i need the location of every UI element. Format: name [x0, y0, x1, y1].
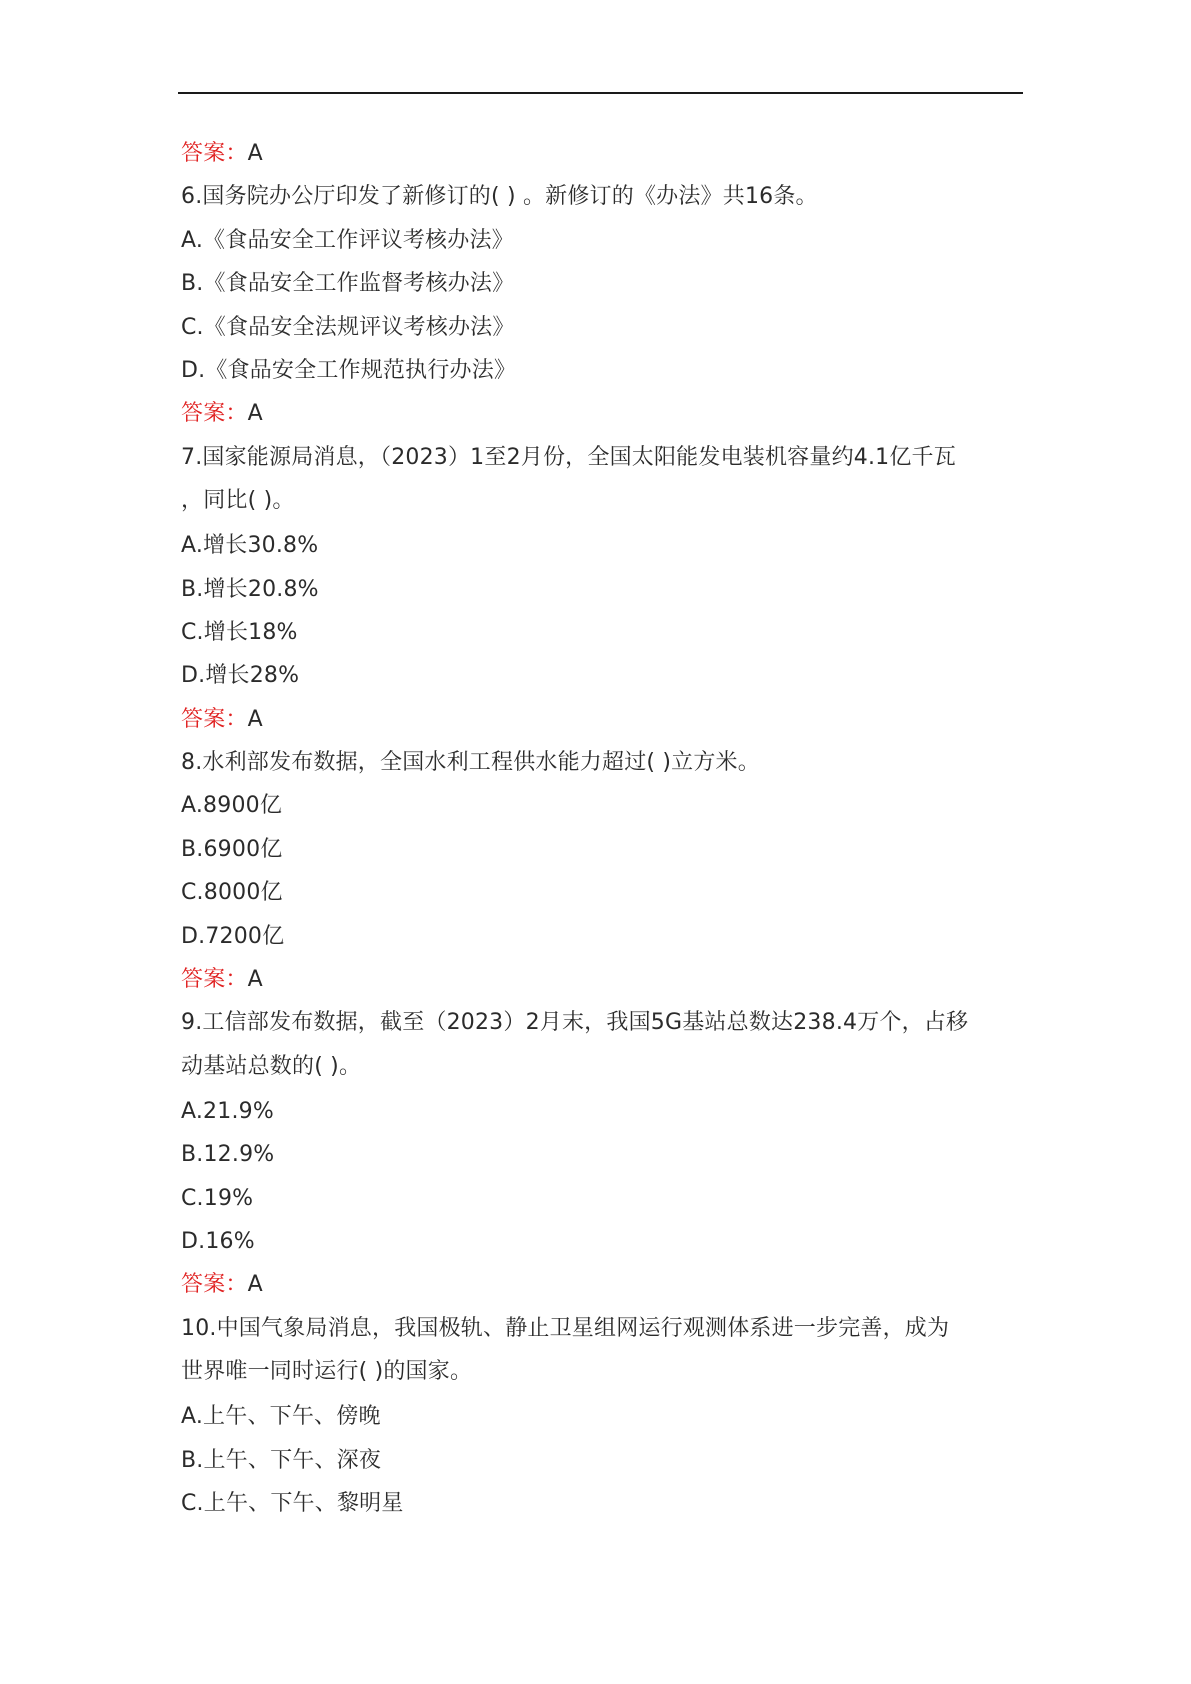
answer-line [181, 132, 1031, 175]
option-text: B.12.9% [181, 1142, 275, 1168]
header-rule [178, 92, 1023, 94]
question-text: 世界唯一同时运行( )的国家。 [181, 1359, 473, 1385]
answer-label: 答案： [181, 401, 248, 427]
question-text: 6.国务院办公厅印发了新修订的( ) 。新修订的《办法》共16条。 [181, 184, 818, 210]
answer-line [181, 1263, 1031, 1306]
option-text: A.增长30.8% [181, 533, 319, 559]
option-text: C.上午、下午、黎明星 [181, 1490, 404, 1516]
option-text: C.8000亿 [181, 880, 283, 906]
question-text: 7.国家能源局消息，（2023）1至2月份，全国太阳能发电装机容量约4.1亿千瓦 [181, 444, 956, 470]
answer-line [181, 698, 1031, 741]
question-text: ，同比( )。 [181, 488, 295, 514]
answer-value: A [247, 967, 263, 993]
option-text: C.19% [181, 1185, 254, 1211]
option-text: B.6900亿 [181, 836, 283, 862]
option-text: A.上午、下午、傍晚 [181, 1404, 381, 1430]
option-text: D.增长28% [181, 663, 300, 689]
option-text: A.8900亿 [181, 793, 283, 819]
document-body [181, 132, 1031, 1525]
answer-label: 答案： [181, 1272, 248, 1298]
question-text: 动基站总数的( )。 [181, 1053, 362, 1079]
answer-label: 答案： [181, 967, 248, 993]
question-text: 10.中国气象局消息，我国极轨、静止卫星组网运行观测体系进一步完善，成为 [181, 1315, 950, 1341]
answer-line [181, 958, 1031, 1001]
answer-label: 答案： [181, 706, 248, 732]
answer-label: 答案： [181, 141, 248, 166]
answer-line [181, 392, 1031, 435]
option-text: D.《食品安全工作规范执行办法》 [181, 357, 517, 383]
option-text: A.21.9% [181, 1098, 274, 1124]
option-text: B.增长20.8% [181, 576, 319, 602]
option-text: C.增长18% [181, 619, 298, 645]
option-text: B.《食品安全工作监督考核办法》 [181, 271, 515, 297]
answer-value: A [247, 401, 263, 427]
answer-value: A [247, 141, 263, 166]
option-text: A.《食品安全工作评议考核办法》 [181, 227, 514, 253]
answer-value: A [247, 706, 263, 732]
question-text: 8.水利部发布数据，全国水利工程供水能力超过( )立方米。 [181, 750, 760, 776]
answer-value: A [247, 1272, 263, 1298]
option-text: B.上午、下午、深夜 [181, 1447, 382, 1473]
option-text: D.7200亿 [181, 923, 285, 949]
question-text: 9.工信部发布数据，截至（2023）2月末，我国5G基站总数达238.4万个，占移 [181, 1010, 969, 1036]
option-text: D.16% [181, 1228, 255, 1254]
option-text: C.《食品安全法规评议考核办法》 [181, 314, 515, 340]
